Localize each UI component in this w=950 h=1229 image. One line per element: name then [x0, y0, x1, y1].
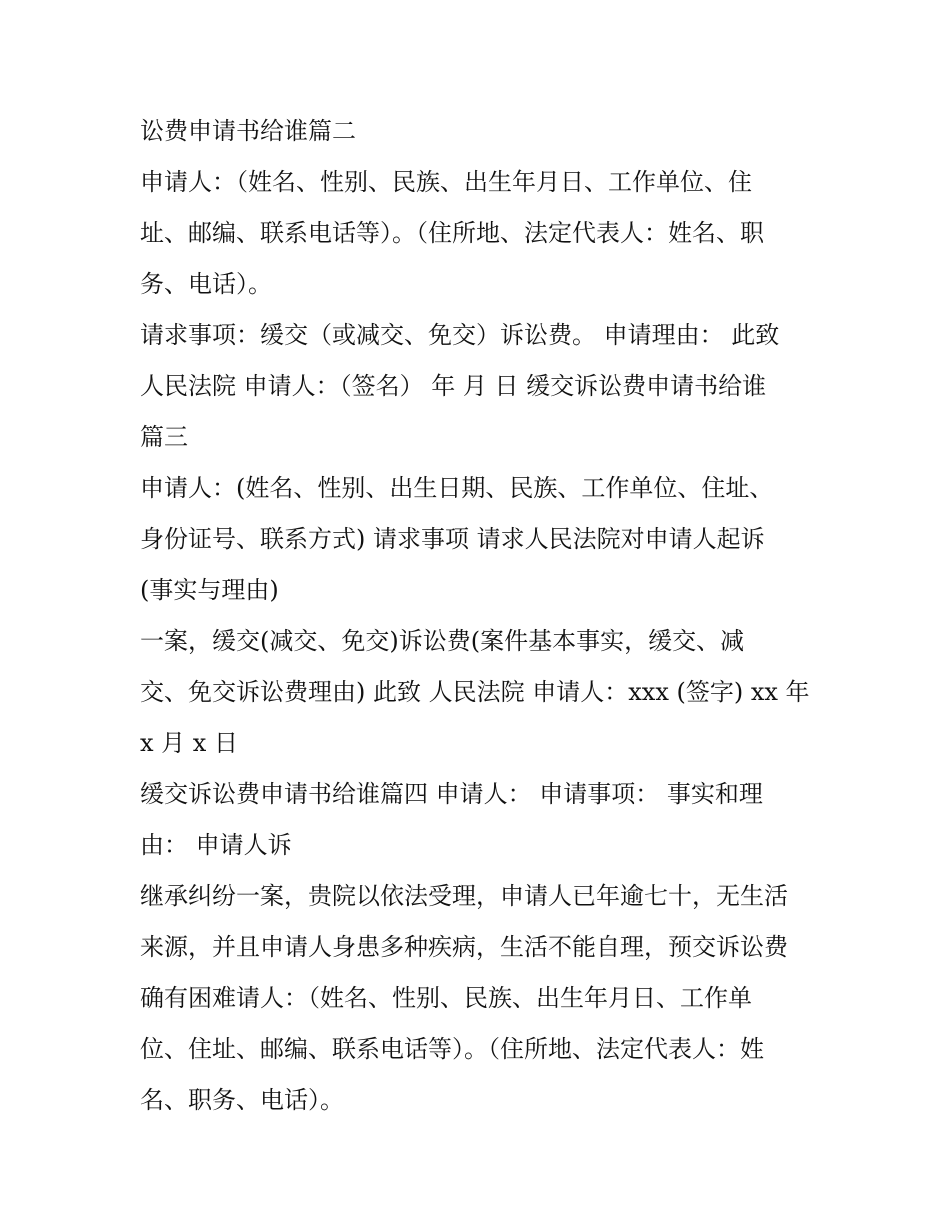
- text-line: 址、邮编、联系电话等）。（住所地、法定代表人：姓名、职: [140, 219, 764, 247]
- text-line: 请求事项：缓交（或减交、免交）诉讼费。 申请理由： 此致: [140, 321, 780, 349]
- text-line: 交、免交诉讼费理由) 此致 人民法院 申请人：xxx (签字) xx 年: [140, 678, 810, 706]
- text-line: 务、电话）。: [140, 270, 272, 298]
- text-line: 缓交诉讼费申请书给谁篇四 申请人： 申请事项： 事实和理: [140, 780, 763, 808]
- text-line: 来源，并且申请人身患多种疾病，生活不能自理，预交诉讼费: [140, 933, 788, 961]
- text-line: 篇三: [140, 423, 188, 451]
- text-line: 讼费申请书给谁篇二: [140, 117, 356, 145]
- text-line: 确有困难请人：（姓名、性别、民族、出生年月日、工作单: [140, 984, 752, 1012]
- text-line: (事实与理由): [140, 576, 279, 604]
- text-line: 申请人：(姓名、性别、出生日期、民族、工作单位、住址、: [140, 474, 774, 502]
- text-line: 身份证号、联系方式) 请求事项 请求人民法院对申请人起诉: [140, 525, 765, 553]
- text-line: 继承纠纷一案，贵院以依法受理，申请人已年逾七十，无生活: [140, 882, 788, 910]
- text-line: 名、职务、电话）。: [140, 1086, 344, 1114]
- text-line: 人民法院 申请人：（签名） 年 月 日 缓交诉讼费申请书给谁: [140, 372, 767, 400]
- text-line: 位、住址、邮编、联系电话等）。（住所地、法定代表人：姓: [140, 1035, 764, 1063]
- text-line: 一案，缓交(减交、免交)诉讼费(案件基本事实，缓交、减: [140, 627, 745, 655]
- text-line: 申请人：（姓名、性别、民族、出生年月日、工作单位、住: [140, 168, 752, 196]
- document-body: [140, 106, 820, 1126]
- text-line: x 月 x 日: [140, 729, 238, 757]
- text-line: 由： 申请人诉: [140, 831, 292, 859]
